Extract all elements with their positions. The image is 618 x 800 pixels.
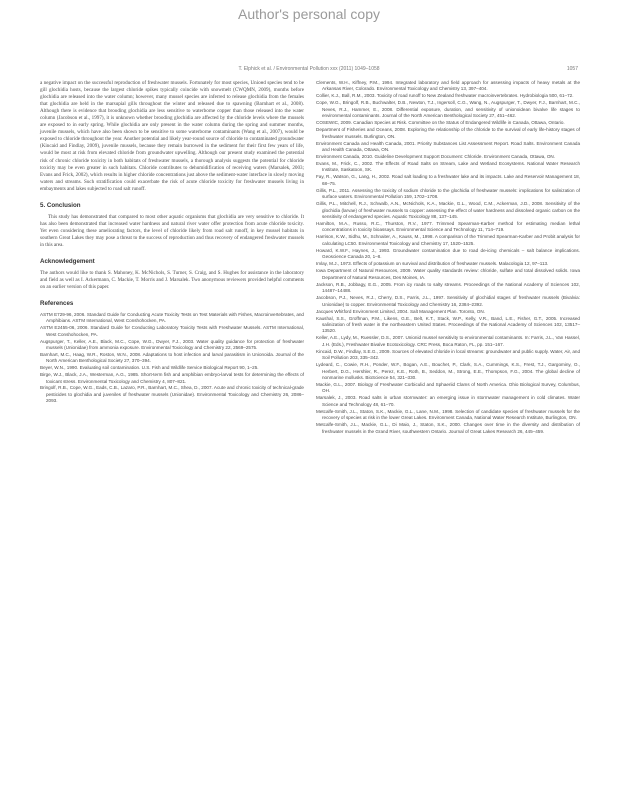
reference-item: Evans, M., Frick, C., 2002. The Effects of Road Salts on Stream, Lake and Wetland Ecosystems. National Water Research Institute, Saskatoon, SK. [316,161,580,173]
reference-item: Gillis, P.L., Mitchell, R.J., Schwalb, A.N., McNichols, K.A., Mackie, G.L., Wood, C.M., Ackerman, J.D., 2008. Sensitivity of the glochidia (larvae) of freshwater mussels to copper: assessing the effect of water hardness and dissolved organic carbon on the sensitivity of endangered species. Aquatic Toxicology 88, 137–145. [316,201,580,220]
reference-item: Environment Canada and Health Canada, 2001. Priority Substances List Assessment Report. Road Salts. Environment Canada and Health Canada, Ottawa, ON. [316,140,580,153]
reference-item: Kaushal, S.S., Groffman, P.M., Likens, G.E., Belt, K.T., Stack, W.P., Kelly, V.R., Band, L.E., Fisher, G.T., 2005. Increased salinization of fresh water in the northeastern United States. Proceedings of the National Academy of Sciences 102, 13517–13520. [316,315,580,334]
reference-item: Bringolf, R.B., Cope, W.G., Eads, C.B., Lazaro, P.R., Barnhart, M.C., Shea, D., 2007. Acute and chronic toxicity of technical-grade pesticides to glochidia and juveniles of freshwater mussels (Unionidae). Environmental Toxicology and Chemistry 26, 2086–2093. [40,385,304,404]
watermark: Author's personal copy [238,6,380,22]
references-heading: References [40,300,74,308]
reference-item: Birge, W.J., Black, J.A., Westerman, A.G., 1985. Short-term fish and amphibian embryo-larval tests for determining the effects of toxicant stress. Environmental Toxicology and Chemistry 4, 807–821. [40,372,304,384]
running-head [40,66,578,76]
reference-item: Augspurger, T., Keller, A.E., Black, M.C., Cope, W.G., Dwyer, F.J., 2003. Water quality guidance for protection of freshwater mussels (Unionidae) from ammonia exposure. Environmental Toxicology and Chemistry 22, 2569–2575. [40,338,304,351]
reference-item: Environment Canada, 2010. Guideline Development Support Document: Chloride. Environment Canada, Ottawa, ON. [316,154,556,160]
reference-item: Mackie, G.L., 2007. Biology of Freshwater Corbiculid and Sphaeriid Clams of North America. Ohio Biological Survey, Columbus, OH. [316,381,580,394]
reference-item: Marsalek, J., 2003. Road salts in urban stormwater: an emerging issue in stormwater management in cold climates. Water Science and Technology 48, 61–70. [316,395,580,407]
acknowledgement-heading: Acknowledgement [40,257,95,265]
conclusion-paragraph: This study has demonstrated that compared to most other aquatic organisms that glochidia are very sensitive to chloride. It has also been demonstrated that increased water hardness and natural river water offer protection from acute chloride toxicity. Yet even considering these ameliorating factors, the level of chloride likely from road salt runoff, in key mussel habitats in southern Great Lakes they may pose a threat to the success of reproduction and thus recovery of endangered freshwater mussels in this area. [40,213,304,248]
reference-item: Lydeard, C., Cowie, R.H., Ponder, W.F., Bogan, A.E., Bouchet, P., Clark, S.A., Cummings, K.S., Frest, T.J., Gargominy, O., Herbert, D.G., Hershler, R., Perez, K.E., Roth, B., Seddon, M., Strong, E.E., Thompson, F.G., 2004. The global decline of nonmarine mollusks. BioScience 54, 321–330. [316,362,580,380]
reference-item: COSEWIC, 2009. Canadian Species at Risk. Committee on the Status of Endangered Wildlife in Canada, Ottawa, Ontario. [316,120,565,126]
reference-item: Beyer, W.N., 1990. Evaluating soil contamination. U.S. Fish and Wildlife Service Biological Report 90, 1–25. [40,365,259,371]
page-number: 1057 [566,66,578,72]
reference-item: Iowa Department of Natural Resources, 2009. Water quality standards review: chloride, sulfate and total dissolved solids. Iowa Department of Natural Resources, Des Moines, IA. [316,268,580,280]
reference-item: Harrison, K.W., Sidhu, M., Schnaiter, A., Kauss, M., 1998. A comparison of the Trimmed Spearman-Karber and Probit analysis for calculating LC50. Environmental Toxicology and Chemistry 17, 1520–1525. [316,234,580,246]
reference-item: Keller, A.E., Lydy, M., Ruessler, D.S., 2007. Unionid mussel sensitivity to environmental contaminants. In: Farris, J.L., Van Hassel, J.H. (Eds.), Freshwater Bivalve Ecotoxicology. CRC Press, Boca Raton, FL, pp. 151–167. [316,335,580,347]
reference-item: Fay, R., Watson, G., Lang, H., 2002. Road salt loading to a freshwater lake and its impacts. Lake and Reservoir Management 18, 68–75. [316,174,580,186]
reference-item: Imlay, M.J., 1973. Effects of potassium on survival and distribution of freshwater mussels. Malacologia 12, 97–113. [316,261,549,267]
acknowledgement-paragraph: The authors would like to thank S. Mahoney, K. McNichols, S. Turner, S. Craig, and S. Hughes for assistance in the laboratory and field as well as I. Ackermann, C. Mackie, T. Morris and J. Marsalek. Two anonymous reviewers provided helpful comments on an earlier version of this paper. [40,269,304,291]
reference-list-right [316,80,580,435]
reference-item: Hamilton, M.A., Russo, R.C., Thurston, R.V., 1977. Trimmed Spearman-Karber method for estimating median lethal concentrations in toxicity bioassays. Environmental Science and Technology 11, 714–719. [316,221,580,233]
reference-item: Metcalfe-Smith, J.L., Mackie, G.L., Di Maio, J., Staton, S.K., 2000. Changes over time in the diversity and distribution of freshwater mussels in the Grand River, southwestern Ontario. Journal of Great Lakes Research 26, 445–459. [316,422,580,434]
discussion-paragraph: a negative impact on the successful reproduction of freshwater mussels. Fortunately for most species, Unioнd species tend to be gill glochidia hosts, because the largest chloride spikes typically coincide with snowmelt (CWQMN, 2009), months before glochidia are released into the water column; however, many mussel species are inferred to release glochidia from the females that glochidia are held in the marsupial gills throughout the winter and released due to spawning (Barnhart et al., 2008). Although there is evidence that brooding glochidia are less sensitive to waterborne copper than those released into the water column (Jacobson et al., 1997), it is unknown whether brooding glochidia are affected by the chloride levels where the mussels are exposed to in early spring. While glochidia are only present in the water column during the spring and summer months, juvenile mussels, which have also been shown to be sensitive to some waterborne contaminants (Wang et al., 2007), would be exposed to chloride throughout the year. Another potential and likely year-round source of chloride to contaminated groundwater (Kincaid and Findlay, 2009), juvenile mussels, because they remain burrowed in the sediment for their first few years of life, would be most at risk from elevated chloride from groundwater upwelling. Although our present study examined the potential risk of chronic chloride toxicity in both habitats of freshwater mussels, a thorough analysis suggests the potential for chloride toxicity may be even greater in such habitats. Chloride contributes to dehumidification of receiving waters (Marsalek, 2003; Evans and Frick, 2002), which results in higher chloride concentrations just above the sediment-water interface in slowly moving waters and streams. Such stratification could exacerbate the risk of acute chloride toxicity for freshwater mussels living in embayments and lakes subjected to road salt runoff. [40,80,304,192]
journal-reference: T. Elphick et al. / Environmental Pollution xxx (2011) 1049–1058 [238,66,380,72]
reference-item: Howard, K.W.F., Haynes, J., 1993. Groundwater contamination due to road de-icing chemicals – salt balance implications. Geoscience Canada 20, 1–8. [316,247,580,260]
reference-item: Jackson, R.B., Jobbagy, E.G., 2005. From icy roads to salty streams. Proceedings of the National Academy of Sciences 102, 14487–14488. [316,281,580,294]
reference-item: ASTM E729-96, 2006. Standard Guide for Conducting Acute Toxicity Tests on Test Materials with Fishes, Macroinvertebrates, and Amphibians. ASTM International, West Conshohocken, PA. [40,312,304,324]
right-column [316,80,580,436]
reference-item: Jacobson, P.J., Neves, R.J., Cherry, D.S., Farris, J.L., 1997. Sensitivity of glochidial stages of freshwater mussels (Bivalvia: Unionidae) to copper. Environmental Toxicology and Chemistry 16, 2384–2392. [316,295,580,307]
reference-item: Kincaid, D.W., Findlay, S.E.G., 2009. Sources of elevated chloride in local streams: groundwater and public supply. Water, Air, and Soil Pollution 203, 335–342. [316,348,580,361]
reference-item: Clements, W.H., Kiffney, P.M., 1994. Integrated laboratory and field approach for assessing impacts of heavy metals at the Arkansas River, Colorado. Environmental Toxicology and Chemistry 13, 397–404. [316,80,580,92]
conclusion-heading: 5. Conclusion [40,201,81,209]
reference-item: ASTM E2455-06, 2006. Standard Guide for Conducting Laboratory Toxicity Tests with Freshwater Mussels. ASTM International, West Conshohocken, PA. [40,325,304,337]
reference-item: Jacques Whitford Environment Limited, 2004. Salt Management Plan. Toronto, ON. [316,308,485,314]
reference-item: Metcalfe-Smith, J.L., Staton, S.K., Mackie, G.L., Lane, N.M., 1998. Selection of candidate species of freshwater mussels for the recovery of species at risk in the lower Great Lakes. Environment Canada, National Water Research Institute, Burlington, ON. [316,408,580,421]
reference-list-left [40,312,304,404]
reference-item: Collier, K.J., Ball, R.M., 2003. Toxicity of road runoff to New Zealand freshwater macroinvertebrates. Hydrobiologia 500, 61–72. [316,93,574,99]
reference-item: Cope, W.G., Bringolf, R.B., Buchwalter, D.B., Newton, T.J., Ingersoll, C.G., Wang, N., Augspurger, T., Dwyer, F.J., Barnhart, M.C., Neves, R.J., Hammer, E., 2008. Differential exposure, duration, and sensitivity of unionoidean bivalve life stages to environmental contaminants. Journal of the North American Benthological Society 27, 451–462. [316,100,580,119]
reference-item: Department of Fisheries and Oceans, 2008. Exploring the relationship of the chloride to the survival of early life-history stages of freshwater mussels. Burlington, ON. [316,127,580,139]
left-column [40,80,304,405]
reference-item: Gillis, P.L., 2011. Assessing the toxicity of sodium chloride to the glochidia of freshwater mussels: implications for salinization of surface waters. Environmental Pollution 159, 1702–1708. [316,187,580,200]
reference-item: Barnhart, M.C., Haag, W.R., Roston, W.N., 2008. Adaptations to host infection and larval parasitism in Unionoida. Journal of the North American Benthological Society 27, 370–394. [40,351,304,364]
